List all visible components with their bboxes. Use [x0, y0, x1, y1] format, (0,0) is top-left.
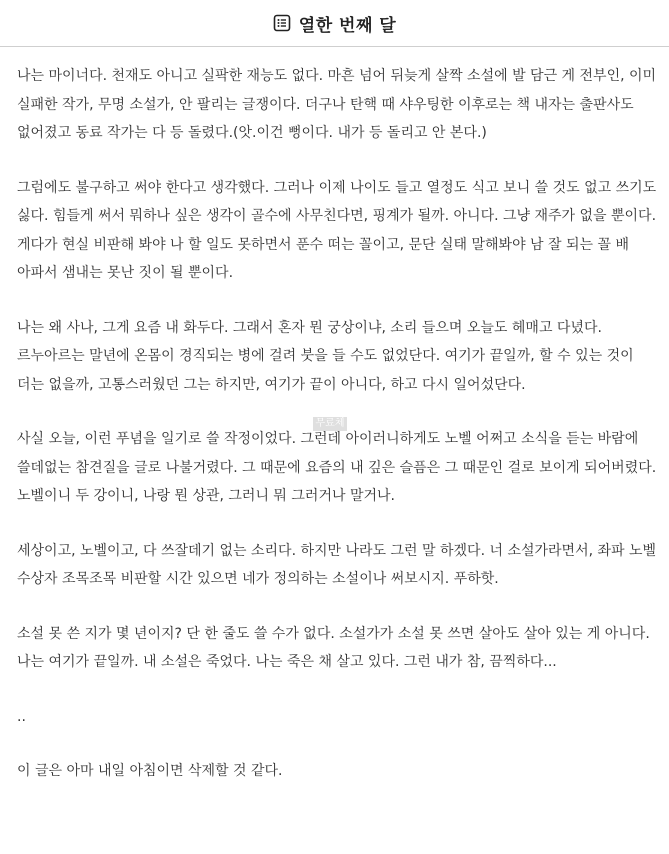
list-icon[interactable]: [273, 14, 291, 32]
paragraph-4: 사실 오늘, 이런 푸념을 일기로 쓸 작정이었다. 그런데 아이러니하게도 노벨 어쩌고 소식을 듣는 바람에 쓸데없는 참견질을 글로 나불거렸다. 그 때문에 요즘의 내 깊은 슬픔은 그 때문인 걸로 보이게 되어버렸다. 노벨이니 두 강이니, 나랑 뭔 상관, 그러니 뭐 그러거나 말거나.: [17, 431, 657, 504]
post-title: 열한 번째 달: [298, 15, 397, 36]
watermark: 무료체: [313, 417, 347, 431]
paragraph-1: 나는 마이너다. 천재도 아니고 실팍한 재능도 없다. 마흔 넘어 뒤늦게 살짝 소설에 발 담근 게 전부인, 이미 실패한 작가, 무명 소설가, 안 팔리는 글쟁이다. 더구나 탄핵 때 샤우팅한 이후로는 책 내자는 출판사도 없어졌고 동료 작가는 다 등 돌렸다.(앗.이건 뻥이다. 내가 등 돌리고 안 본다.): [17, 68, 657, 141]
paragraph-2: 그럼에도 불구하고 써야 한다고 생각했다. 그러나 이제 나이도 들고 열정도 식고 보니 쓸 것도 없고 쓰기도 싫다. 힘들게 써서 뭐하나 싶은 생각이 골수에 사무친다면, 핑계가 될까. 아니다. 그냥 재주가 없을 뿐이다. 게다가 현실 비판해 봐야 나 할 일도 못하면서 푼수 떠는 꼴이고, 문단 실태 말해봐야 남 잘 되는 꼴 배 아파서 샘내는 못난 짓이 될 뿐이다.: [17, 179, 657, 281]
paragraph-3: 나는 왜 사나, 그게 요즘 내 화두다. 그래서 혼자 뭔 궁상이냐, 소리 들으며 오늘도 헤매고 다녔다. 르누아르는 말년에 온몸이 경직되는 병에 걸려 붓을 들 수도 없었단다. 여기가 끝일까, 할 수 있는 것이 더는 없을까, 고통스러웠던 그는 하지만, 여기가 끝이 아니다, 하고 다시 일어섰단다.: [17, 319, 634, 393]
paragraph-8: 이 글은 아마 내일 아침이면 삭제할 것 같다.: [17, 763, 283, 779]
paragraph-5: 세상이고, 노벨이고, 다 쓰잘데기 없는 소리다. 하지만 나라도 그런 말 하겠다. 너 소설가라면서, 좌파 노벨 수상자 조목조목 비판할 시간 있으면 네가 정의하는 소설이나 써보시지. 푸하핫.: [17, 542, 657, 587]
paragraph-7: ..: [17, 708, 26, 725]
post-header: [0, 0, 669, 47]
paragraph-6: 소설 못 쓴 지가 몇 년이지? 단 한 줄도 쓸 수가 없다. 소설가가 소설 못 쓰면 살아도 살아 있는 게 아니다. 나는 여기가 끝일까. 내 소설은 죽었다. 나는 죽은 채 살고 있다. 그런 내가 참, 끔찍하다...: [17, 625, 650, 670]
